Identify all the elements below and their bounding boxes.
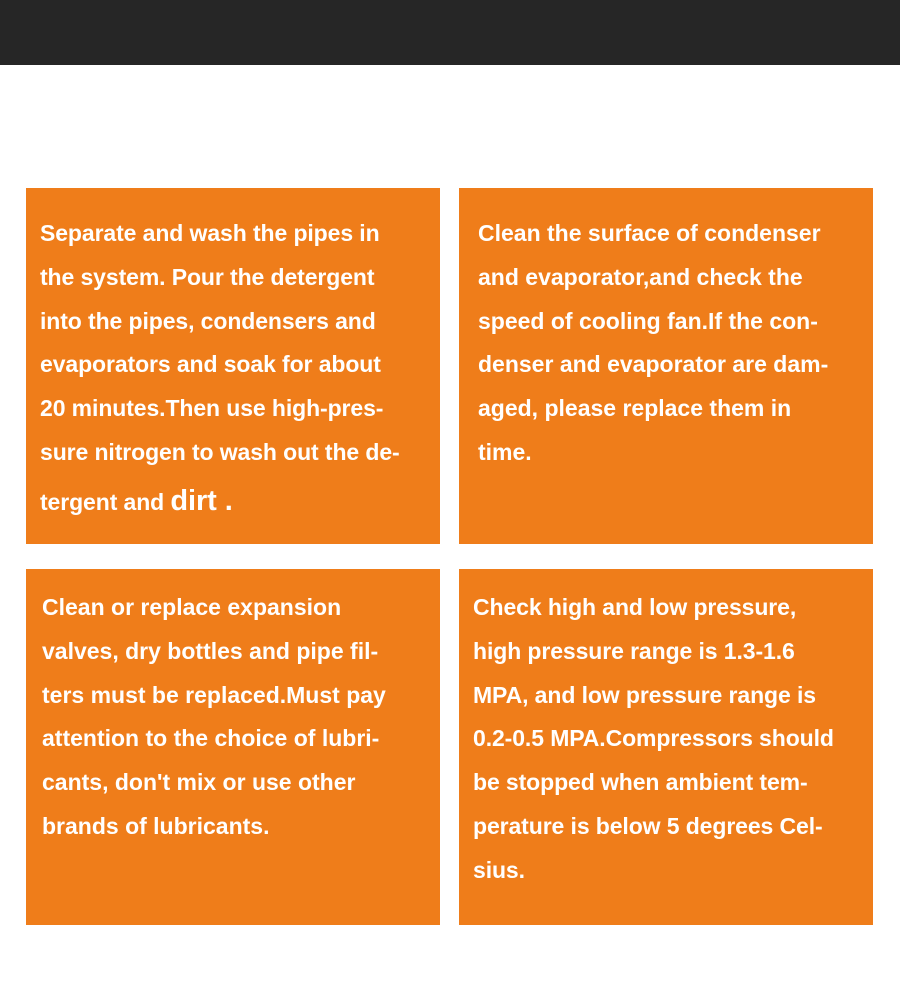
- text-line: cants, don't mix or use other: [42, 769, 356, 796]
- text-line: into the pipes, condensers and: [40, 307, 376, 334]
- text-line: attention to the choice of lubri-: [42, 725, 380, 752]
- text-line-last: [40, 475, 400, 527]
- text-line: Clean the surface of condenser: [478, 220, 821, 246]
- text-line: and evaporator,and check the: [478, 263, 803, 290]
- card-condenser-cleaning: [459, 188, 873, 544]
- text-line: Clean or replace expansion: [42, 594, 342, 620]
- text-line: the system. Pour the detergent: [40, 263, 375, 290]
- card-pipe-washing-text: [40, 212, 400, 527]
- card-condenser-cleaning-text: [478, 212, 828, 475]
- card-pipe-washing: [26, 188, 440, 544]
- text-line: Separate and wash the pipes in: [40, 220, 380, 246]
- text-line: 20 minutes.Then use high-pres-: [40, 395, 384, 422]
- text-line: evaporators and soak for about: [40, 351, 381, 378]
- card-pressure-check-text: [473, 586, 834, 893]
- text-line-last-prefix: tergent and: [40, 488, 171, 515]
- card-expansion-valves-text: [42, 586, 386, 849]
- text-line: be stopped when ambient tem-: [473, 769, 808, 796]
- text-line: time.: [478, 438, 532, 465]
- text-line: sure nitrogen to wash out the de-: [40, 438, 400, 465]
- text-line: ters must be replaced.Must pay: [42, 681, 386, 708]
- text-line: Check high and low pressure,: [473, 594, 797, 620]
- text-line: 0.2-0.5 MPA.Compressors should: [473, 725, 834, 752]
- text-line: high pressure range is 1.3-1.6: [473, 637, 795, 664]
- text-line: speed of cooling fan.If the con-: [478, 307, 818, 334]
- top-bar: [0, 0, 900, 65]
- card-pressure-check: [459, 569, 873, 925]
- text-line: aged, please replace them in: [478, 395, 792, 422]
- text-line: brands of lubricants.: [42, 812, 270, 839]
- text-line: denser and evaporator are dam-: [478, 351, 829, 378]
- text-emphasis-dirt: dirt .: [170, 484, 233, 517]
- text-line: sius.: [473, 856, 525, 883]
- card-expansion-valves: [26, 569, 440, 925]
- text-line: perature is below 5 degrees Cel-: [473, 812, 823, 839]
- text-line: valves, dry bottles and pipe fil-: [42, 637, 379, 664]
- text-line: MPA, and low pressure range is: [473, 681, 816, 708]
